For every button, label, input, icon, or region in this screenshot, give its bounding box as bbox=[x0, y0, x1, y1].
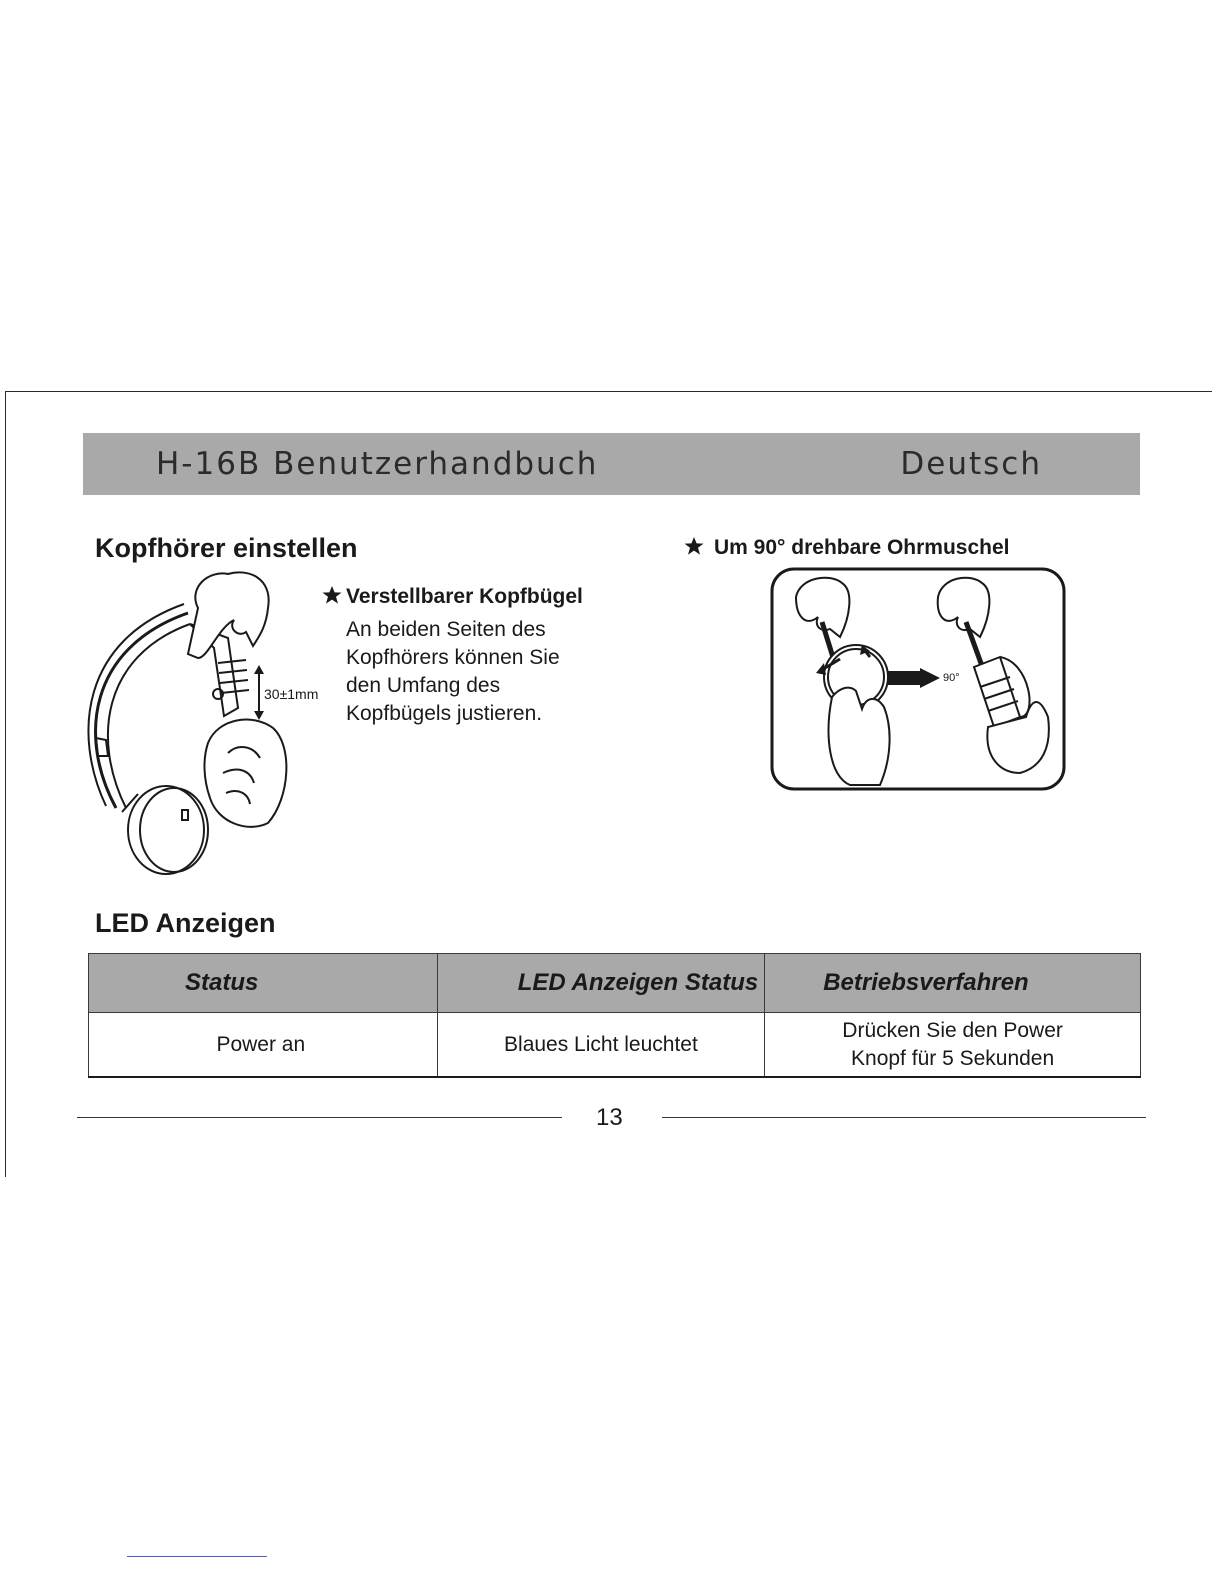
page-number: 13 bbox=[596, 1104, 623, 1131]
led-table bbox=[88, 953, 1141, 1078]
headband-description bbox=[346, 616, 560, 728]
earcup-rotation-illustration bbox=[770, 567, 1066, 791]
procedure-line: Knopf für 5 Sekunden bbox=[851, 1046, 1055, 1070]
status-cell: Power an bbox=[89, 1013, 438, 1078]
table-header-row bbox=[89, 954, 1141, 1013]
bottom-link-underline bbox=[127, 1556, 267, 1557]
header-bar bbox=[83, 433, 1140, 495]
procedure-line: Drücken Sie den Power bbox=[842, 1018, 1063, 1042]
headband-subheading: Verstellbarer Kopfbügel bbox=[322, 585, 583, 609]
description-line: Kopfhörers können Sie bbox=[346, 646, 560, 669]
language-label: Deutsch bbox=[900, 446, 1042, 482]
column-header-status: Status bbox=[89, 954, 438, 1013]
star-icon bbox=[684, 536, 704, 556]
procedure-cell bbox=[765, 1013, 1141, 1078]
column-header-led-status: LED Anzeigen Status bbox=[437, 954, 765, 1013]
rotation-subheading: Um 90° drehbare Ohrmuschel bbox=[684, 536, 1010, 560]
table-row bbox=[89, 1013, 1141, 1078]
led-status-cell: Blaues Licht leuchtet bbox=[437, 1013, 765, 1078]
adjust-heading: Kopfhörer einstellen bbox=[95, 533, 358, 563]
manual-title: H-16B Benutzerhandbuch bbox=[156, 446, 599, 482]
star-icon bbox=[322, 585, 342, 605]
description-line: An beiden Seiten des bbox=[346, 618, 546, 641]
footer-rule-left bbox=[77, 1117, 562, 1118]
measure-label: 30±1mm bbox=[264, 686, 319, 702]
headband-adjust-illustration bbox=[78, 568, 308, 880]
description-line: den Umfang des bbox=[346, 674, 501, 697]
angle-label: 90° bbox=[943, 672, 960, 684]
led-heading: LED Anzeigen bbox=[95, 908, 276, 938]
description-line: Kopfbügels justieren. bbox=[346, 702, 543, 725]
footer-rule-right bbox=[662, 1117, 1146, 1118]
column-header-procedure: Betriebsverfahren bbox=[765, 954, 1141, 1013]
